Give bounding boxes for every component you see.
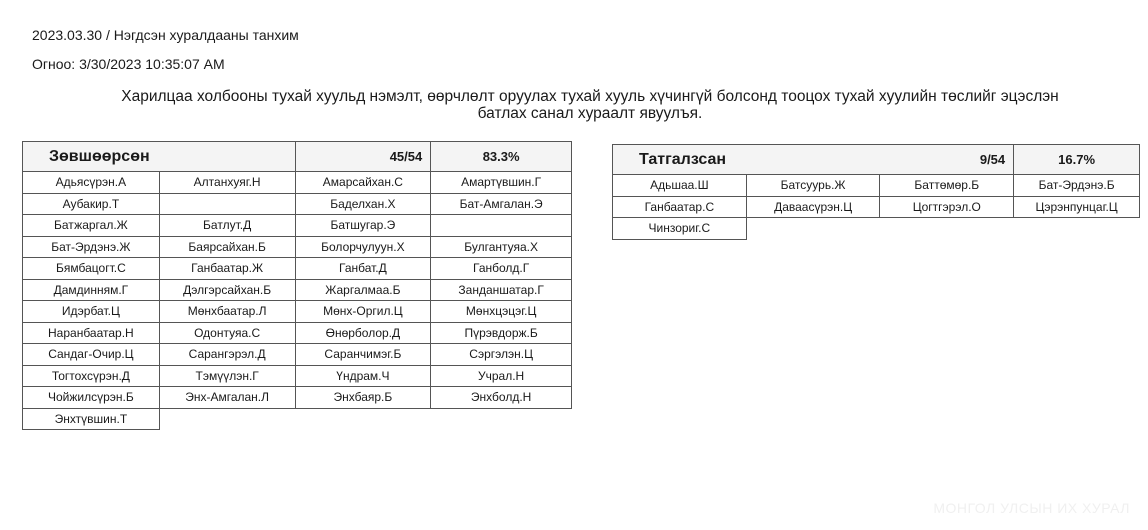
rejected-percent: 16.7%	[1014, 145, 1140, 175]
approved-member-cell: Ганбаатар.Ж	[159, 258, 295, 280]
approved-member-cell: Наранбаатар.Н	[23, 322, 160, 344]
approved-member-cell: Мөнхцэцэг.Ц	[431, 301, 572, 323]
approved-row	[23, 322, 572, 344]
vote-title-line2: батлах санал хураалт явуулъя.	[477, 105, 703, 122]
rejected-member-cell	[746, 218, 880, 240]
approved-row	[23, 387, 572, 409]
approved-member-cell	[431, 408, 572, 430]
rejected-member-cell: Баттөмөр.Б	[880, 175, 1014, 197]
rejected-row	[613, 175, 1140, 197]
vote-title-line1: Харилцаа холбооны тухай хуульд нэмэлт, өөрчлөлт оруулах тухай хууль хүчингүй болсонд тооцох тухай хуулийн төслийг эцэслэн	[121, 88, 1059, 105]
approved-row	[23, 215, 572, 237]
approved-member-cell: Энхтүвшин.Т	[23, 408, 160, 430]
approved-member-cell: Амарсайхан.С	[295, 172, 431, 194]
approved-member-cell: Саранчимэг.Б	[295, 344, 431, 366]
approved-member-cell: Бат-Эрдэнэ.Ж	[23, 236, 160, 258]
approved-member-cell: Ганбат.Д	[295, 258, 431, 280]
approved-member-cell	[159, 408, 295, 430]
approved-member-cell: Энх-Амгалан.Л	[159, 387, 295, 409]
rejected-member-cell: Цэрэнпунцаг.Ц	[1014, 196, 1140, 218]
printed-timestamp: Огноо: 3/30/2023 10:35:07 AM	[32, 56, 225, 72]
vote-title	[40, 88, 1140, 122]
approved-row	[23, 408, 572, 430]
approved-member-cell: Мөнх-Оргил.Ц	[295, 301, 431, 323]
approved-member-cell: Тэмүүлэн.Г	[159, 365, 295, 387]
approved-member-cell: Батлут.Д	[159, 215, 295, 237]
approved-row	[23, 258, 572, 280]
approved-member-cell: Амартүвшин.Г	[431, 172, 572, 194]
rejected-row	[613, 196, 1140, 218]
rejected-member-cell: Даваасүрэн.Ц	[746, 196, 880, 218]
approved-row	[23, 301, 572, 323]
approved-member-cell	[431, 215, 572, 237]
approved-member-cell: Бат-Амгалан.Э	[431, 193, 572, 215]
approved-member-cell: Одонтуяа.С	[159, 322, 295, 344]
approved-member-cell: Адьясүрэн.А	[23, 172, 160, 194]
approved-member-cell: Чойжилсүрэн.Б	[23, 387, 160, 409]
rejected-table	[612, 144, 1140, 240]
approved-member-cell: Сандаг-Очир.Ц	[23, 344, 160, 366]
approved-percent: 83.3%	[431, 142, 572, 172]
approved-member-cell: Энхбаяр.Б	[295, 387, 431, 409]
approved-member-cell: Бямбацогт.С	[23, 258, 160, 280]
rejected-row	[613, 218, 1140, 240]
date-place: 2023.03.30 / Нэгдсэн хуралдааны танхим	[32, 27, 299, 43]
approved-member-cell: Тогтохсүрэн.Д	[23, 365, 160, 387]
approved-header-row	[23, 142, 572, 172]
approved-member-cell: Аубакир.Т	[23, 193, 160, 215]
approved-row	[23, 172, 572, 194]
approved-member-cell: Дэлгэрсайхан.Б	[159, 279, 295, 301]
approved-member-cell: Сарангэрэл.Д	[159, 344, 295, 366]
approved-member-cell: Баярсайхан.Б	[159, 236, 295, 258]
approved-member-cell: Батжаргал.Ж	[23, 215, 160, 237]
approved-member-cell: Өнөрболор.Д	[295, 322, 431, 344]
approved-row	[23, 365, 572, 387]
rejected-member-cell	[880, 218, 1014, 240]
rejected-member-cell: Ганбаатар.С	[613, 196, 747, 218]
rejected-member-cell	[1014, 218, 1140, 240]
approved-row	[23, 193, 572, 215]
approved-member-cell: Жаргалмаа.Б	[295, 279, 431, 301]
approved-count: 45/54	[295, 142, 431, 172]
approved-label: Зөвшөөрсөн	[23, 142, 296, 172]
approved-member-cell: Үндрам.Ч	[295, 365, 431, 387]
approved-member-cell: Мөнхбаатар.Л	[159, 301, 295, 323]
approved-member-cell: Энхболд.Н	[431, 387, 572, 409]
approved-member-cell: Учрал.Н	[431, 365, 572, 387]
approved-member-cell: Баделхан.Х	[295, 193, 431, 215]
approved-row	[23, 236, 572, 258]
rejected-member-cell: Чинзориг.С	[613, 218, 747, 240]
approved-member-cell: Занданшатар.Г	[431, 279, 572, 301]
rejected-member-cell: Цогтгэрэл.О	[880, 196, 1014, 218]
rejected-member-cell: Батсуурь.Ж	[746, 175, 880, 197]
approved-table	[22, 141, 572, 430]
approved-member-cell: Дамдинням.Г	[23, 279, 160, 301]
rejected-member-cell: Бат-Эрдэнэ.Б	[1014, 175, 1140, 197]
approved-member-cell: Пүрэвдорж.Б	[431, 322, 572, 344]
approved-member-cell: Батшугар.Э	[295, 215, 431, 237]
approved-member-cell: Идэрбат.Ц	[23, 301, 160, 323]
watermark: МОНГОЛ УЛСЫН ИХ ХУРАЛ	[933, 500, 1130, 516]
approved-member-cell	[159, 193, 295, 215]
approved-member-cell: Болорчулуун.Х	[295, 236, 431, 258]
approved-row	[23, 279, 572, 301]
approved-member-cell: Ганболд.Г	[431, 258, 572, 280]
approved-row	[23, 344, 572, 366]
approved-member-cell: Алтанхуяг.Н	[159, 172, 295, 194]
approved-member-cell: Булгантуяа.Х	[431, 236, 572, 258]
rejected-label: Татгалзсан	[613, 145, 880, 175]
rejected-member-cell: Адьшаа.Ш	[613, 175, 747, 197]
rejected-header-row	[613, 145, 1140, 175]
approved-member-cell	[295, 408, 431, 430]
rejected-count: 9/54	[880, 145, 1014, 175]
approved-member-cell: Сэргэлэн.Ц	[431, 344, 572, 366]
